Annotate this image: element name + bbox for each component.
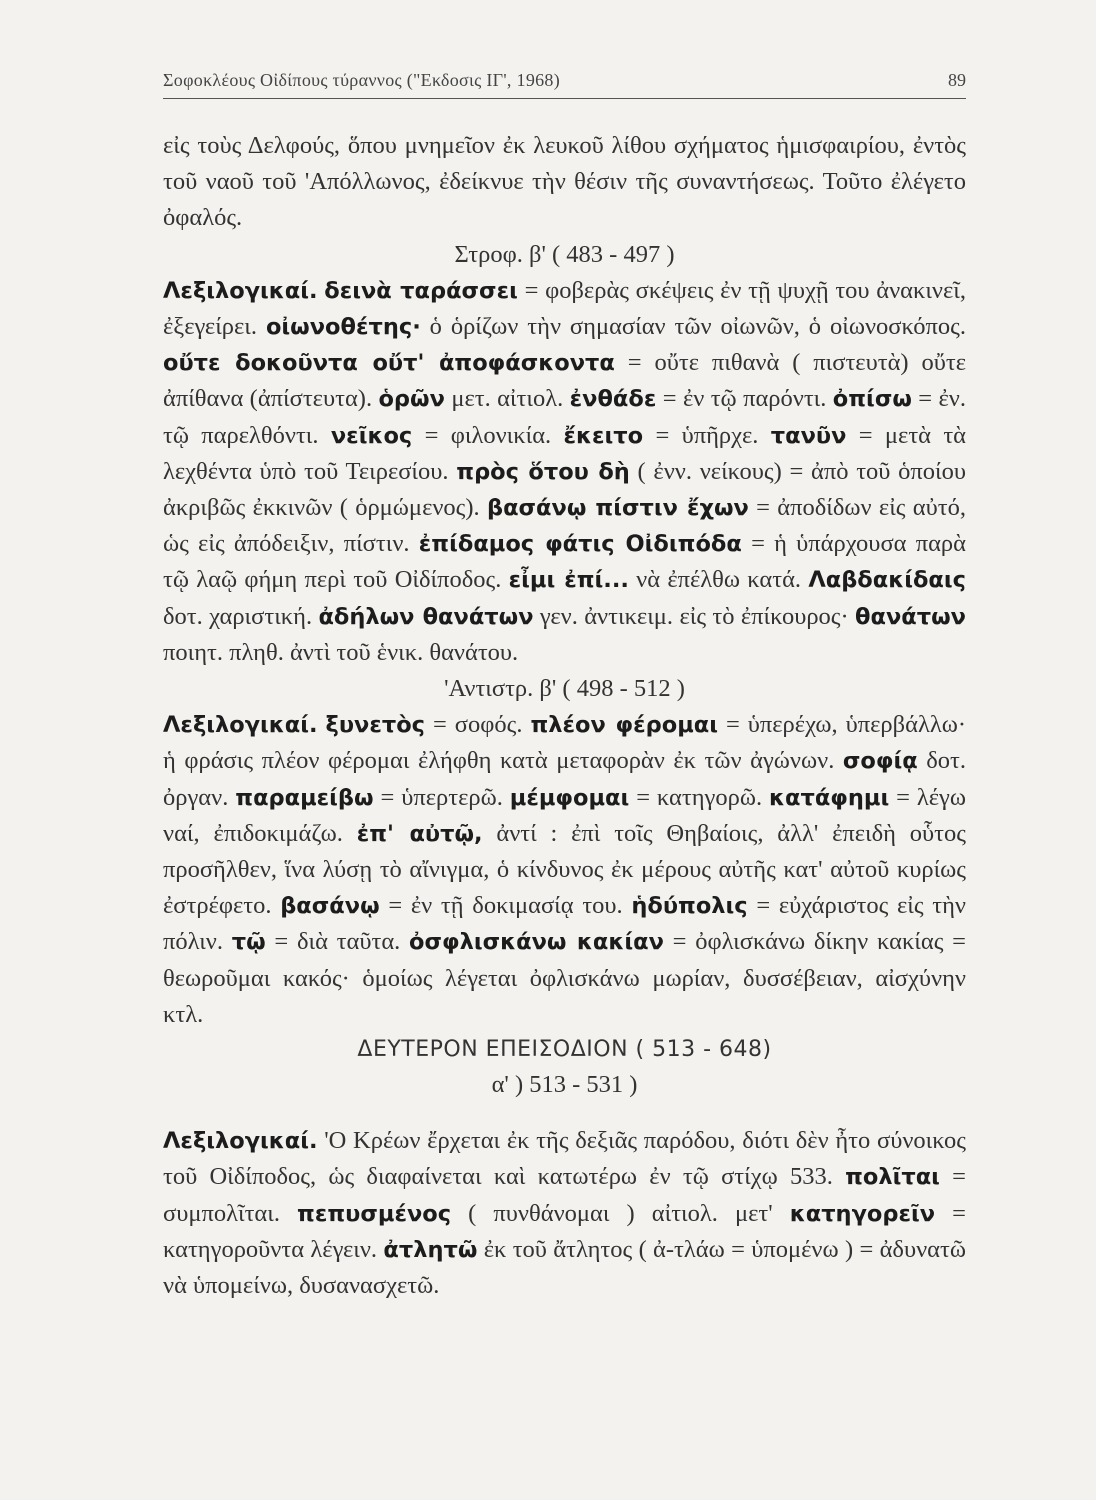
term: κατηγορεῖν xyxy=(789,1200,936,1227)
term: ἐνθάδε xyxy=(569,386,657,413)
gloss: ποιητ. πληθ. ἀντὶ τοῦ ἑνικ. θανάτου. xyxy=(163,638,519,666)
term: τῷ xyxy=(231,929,266,956)
gloss: = ἀποδίδων εἰς αὐτό, ὡς εἰς ἀπόδειξιν, πίστιν. xyxy=(163,494,966,558)
gloss: = φοβερὰς σκέψεις ἐν τῇ ψυχῇ του ἀνακινεῖ, ἐξεγείρει. xyxy=(163,276,967,341)
term: Λαβδακίδαις xyxy=(808,567,966,594)
episode-heading: ΔΕΥΤΕΡΟΝ ΕΠΕΙΣΟΔΙΟΝ ( 513 - 648) xyxy=(357,1037,772,1063)
gloss: = συμπολῖται. xyxy=(163,1163,966,1227)
term: ἡδύπολις xyxy=(631,893,748,920)
gloss: = φιλονικία. xyxy=(412,421,564,449)
gloss: = σοφός. xyxy=(425,711,531,739)
gloss: = ἐν τῷ παρόντι. xyxy=(656,385,833,413)
term: βασάνῳ πίστιν ἔχων xyxy=(486,495,749,522)
term: βασάνῳ xyxy=(280,893,380,920)
gloss: = διὰ ταῦτα. xyxy=(265,928,410,956)
gloss: γεν. ἀντικειμ. εἰς τὸ ἐπίκουρος· xyxy=(533,602,856,630)
term: θανάτων xyxy=(855,603,966,630)
glossary-label: Λεξιλογικαί. xyxy=(163,1128,318,1155)
term: εἶμι ἐπί... xyxy=(508,567,629,594)
term: ἔκειτο xyxy=(563,422,644,449)
gloss: μετ. αἰτιολ. xyxy=(444,385,570,413)
antistrophe-heading: 'Αντιστρ. β' ( 498 - 512 ) xyxy=(444,675,685,703)
term: νεῖκος xyxy=(330,422,413,449)
gloss: δοτ. ὀργαν. xyxy=(163,747,966,811)
gloss: 'Ο Κρέων ἔρχεται ἐκ τῆς δεξιᾶς παρόδου, διότι δὲν ἦτο σύνοικος τοῦ Οἰδίποδος, ὡς διαφαίνεται καὶ κατωτέρω ἐν τῷ στίχῳ 533. xyxy=(163,1127,966,1191)
running-title: Σοφοκλέους Οἰδίπους τύραννος ("Εκδοσις ΙΓ', 1968) xyxy=(163,70,561,90)
strophe-heading: Στροφ. β' ( 483 - 497 ) xyxy=(454,240,675,268)
term: παραμείβω xyxy=(235,784,374,811)
term: πολῖται xyxy=(845,1164,940,1191)
gloss: = εὐχάριστος εἰς τὴν πόλιν. xyxy=(163,892,966,956)
gloss: = ὀφλισκάνω δίκην κακίας = θεωροῦμαι κακός· ὁμοίως λέγεται ὀφλισκάνω μωρίαν, δυσσέβειαν, αἰσχύνην κτλ. xyxy=(163,928,966,1028)
term: τανῦν xyxy=(770,422,847,449)
gloss: ὁ ὁρίζων τὴν σημασίαν τῶν οἰωνῶν, ὁ οἰωνοσκόπος. xyxy=(420,313,966,341)
term: πεπυσμένος xyxy=(297,1200,452,1227)
term: ὁρῶν xyxy=(378,386,445,413)
term: ἀτλητῶ xyxy=(383,1236,478,1263)
term: ὀσφλισκάνω κακίαν xyxy=(409,929,664,956)
gloss: = μετὰ τὰ λεχθέντα ὑπὸ τοῦ Τειρεσίου. xyxy=(163,421,967,485)
strophe-glossary xyxy=(163,273,966,671)
term: ξυνετὸς xyxy=(325,712,426,739)
gloss: ἐκ τοῦ ἄτλητος ( ἀ-τλάω = ὑπομένω ) = ἀδυνατῶ νὰ ὑπομείνω, δυσανασχετῶ. xyxy=(163,1235,966,1300)
term: σοφίᾳ xyxy=(842,748,918,775)
spacer xyxy=(163,1103,966,1123)
gloss: δοτ. χαριστική. xyxy=(163,602,319,630)
term: πρὸς ὅτου δὴ xyxy=(456,458,630,485)
term: οἰωνοθέτης· xyxy=(265,314,421,341)
page-number: 89 xyxy=(948,70,966,90)
term: πλέον φέρομαι xyxy=(530,712,718,739)
term: ἐπ' αὐτῷ, xyxy=(356,820,483,847)
glossary-label: Λεξιλογικαί. xyxy=(163,712,318,739)
gloss: = κατηγορῶ. xyxy=(629,783,770,811)
gloss: = ὑπερτερῶ. xyxy=(373,783,510,811)
gloss: νὰ ἐπέλθω κατά. xyxy=(628,566,809,594)
term: οὔτε δοκοῦντα οὔτ' ἀποφάσκοντα xyxy=(163,350,615,377)
gloss: = ἐν τῇ δοκιμασίᾳ του. xyxy=(379,892,632,920)
glossary-label: Λεξιλογικαί. xyxy=(163,277,318,304)
gloss: = ἡ ὑπάρχουσα παρὰ τῷ λαῷ φήμη περὶ τοῦ Οἰδίποδος. xyxy=(163,530,966,594)
episode-subheading: α' ) 513 - 531 ) xyxy=(491,1071,638,1099)
term: ἀδήλων θανάτων xyxy=(318,603,534,630)
gloss: = ἐν. τῷ παρελθόντι. xyxy=(163,385,966,449)
term: μέμφομαι xyxy=(509,784,630,811)
gloss: ἀντί : ἐπὶ τοῖς Θηβαίοις, ἀλλ' ἐπειδὴ οὗτος προσῆλθεν, ἵνα λύσῃ τὸ αἴνιγμα, ὁ κίνδυνος ἐκ μέρους αὐτῆς κατ' αὐτοῦ κυρίως ἐστρέφετο. xyxy=(163,819,966,920)
term: κατάφημι xyxy=(769,784,890,811)
antistrophe-glossary xyxy=(163,707,966,1033)
term: ἐπίδαμος φάτις Οἰδιπόδα xyxy=(418,531,742,558)
gloss: = οὔτε πιθανὰ ( πιστευτὰ) οὔτε ἀπίθανα (ἀπίστευτα). xyxy=(163,349,966,413)
gloss: = κατηγοροῦντα λέγειν. xyxy=(163,1199,966,1263)
episode-glossary xyxy=(163,1123,966,1304)
gloss: ( πυνθάνομαι ) αἰτιολ. μετ' xyxy=(451,1199,790,1227)
gloss: ( ἐνν. νείκους) = ἀπὸ τοῦ ὁποίου ἀκριβῶς ἐκκινῶν ( ὁρμώμενος). xyxy=(163,457,966,522)
gloss: = ὑπερέχω, ὑπερβάλλω· ἡ φράσις πλέον φέρομαι ἐλήφθη κατὰ μεταφορὰν ἐκ τῶν ἀγώνων. xyxy=(163,711,966,775)
gloss: = ὑπῆρχε. xyxy=(643,421,771,449)
page-body xyxy=(163,128,966,1304)
term: ὀπίσω xyxy=(832,386,912,413)
term: δεινὰ ταράσσει xyxy=(324,277,518,304)
gloss: = λέγω ναί, ἐπιδοκιμάζω. xyxy=(163,783,967,847)
intro-paragraph: εἰς τοὺς Δελφούς, ὅπου μνημεῖον ἐκ λευκοῦ λίθου σχήματος ἡμισφαιρίου, ἐντὸς τοῦ ναοῦ τοῦ 'Απόλλωνος, ἐδείκνυε τὴν θέσιν τῆς συναντήσεως. Τοῦτο ἐλέγετο ὀφαλός. xyxy=(163,132,966,232)
running-header xyxy=(163,66,966,99)
